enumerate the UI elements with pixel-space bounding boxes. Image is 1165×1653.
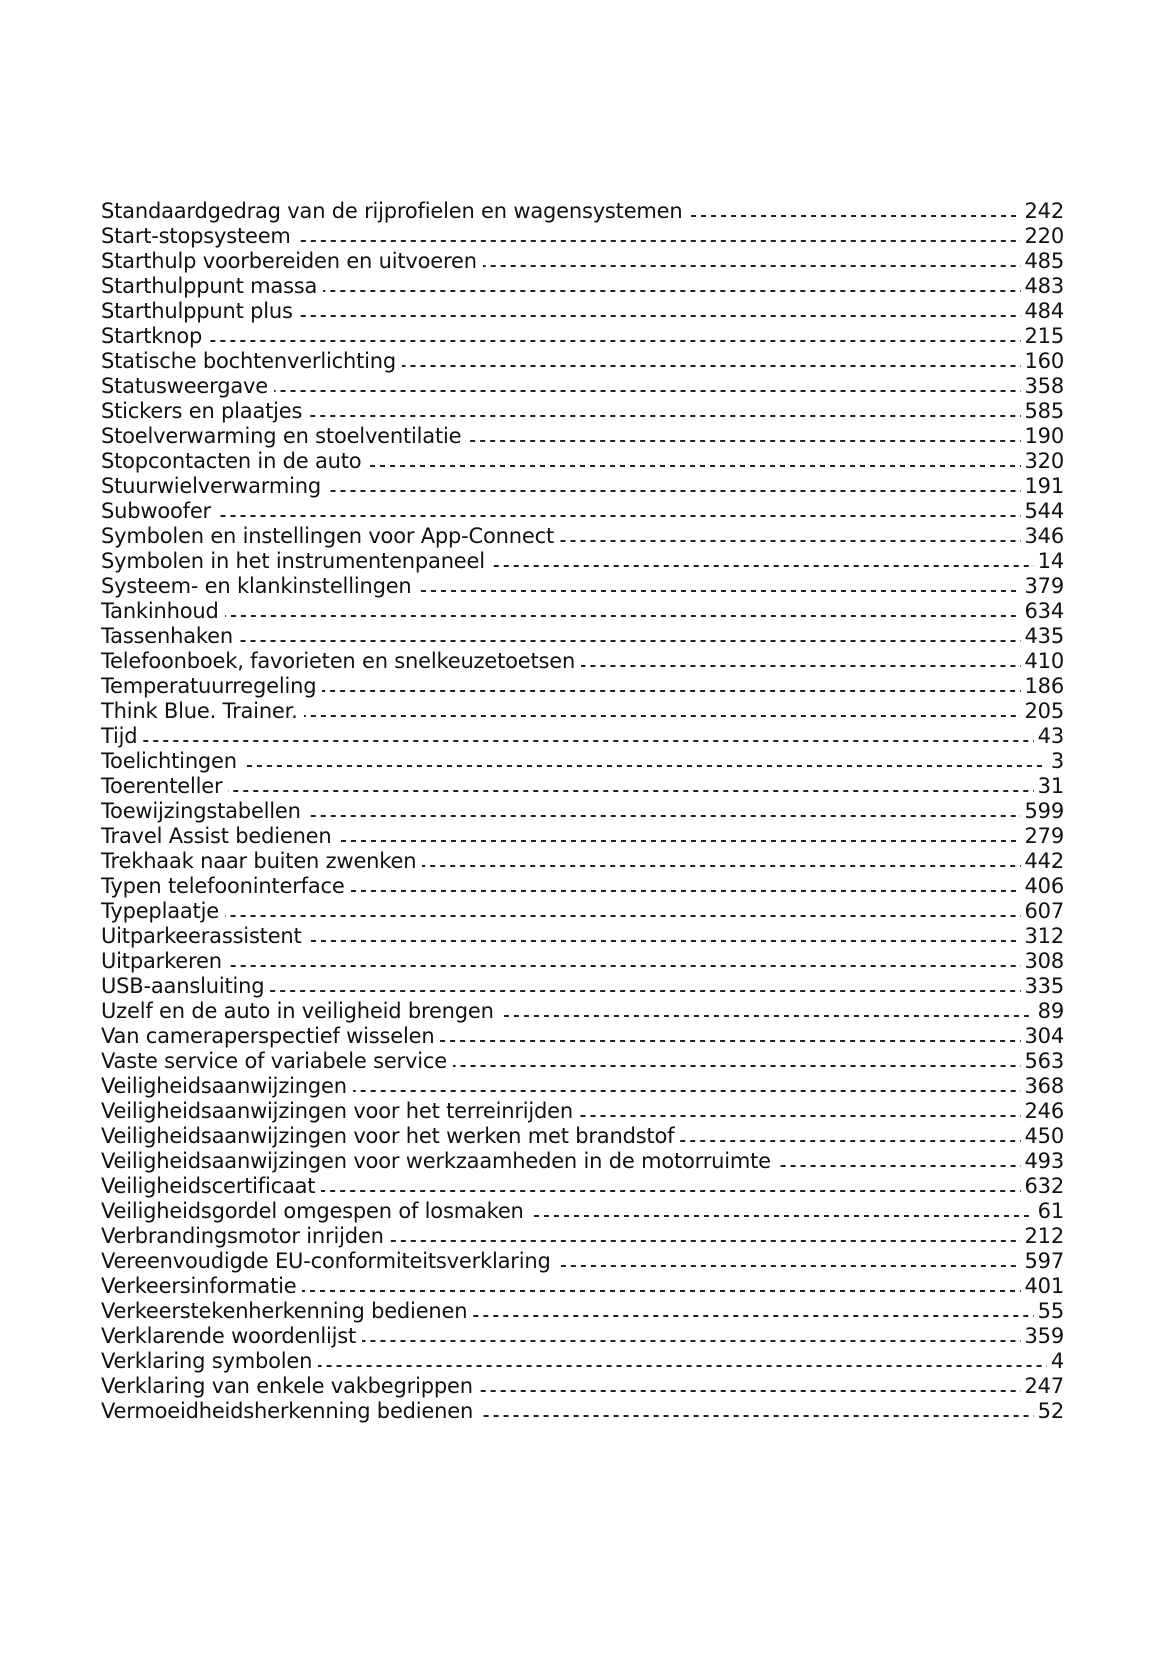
index-term: Verklarende woordenlijst [101, 1324, 357, 1348]
page-number: 442 [1024, 849, 1064, 873]
index-entry[interactable] [101, 774, 1064, 799]
page-number: 544 [1024, 499, 1064, 523]
index-term: Uitparkeren [101, 949, 222, 973]
page-number: 346 [1024, 524, 1064, 548]
dot-leader [491, 565, 1034, 567]
dot-leader [318, 1365, 1047, 1367]
dot-leader [422, 865, 1020, 867]
index-entry[interactable] [101, 824, 1064, 849]
dot-leader [143, 740, 1033, 742]
index-entry[interactable] [101, 1299, 1064, 1324]
page-number: 43 [1037, 724, 1064, 748]
page-number: 401 [1024, 1274, 1064, 1298]
index-term: Veiligheidsaanwijzingen voor werkzaamheden in de motorruimte [101, 1149, 771, 1173]
index-entry[interactable] [101, 799, 1064, 824]
index-term: Subwoofer [101, 499, 211, 523]
page-number: 304 [1024, 1024, 1064, 1048]
dot-leader [297, 240, 1021, 242]
dot-leader [530, 1215, 1034, 1217]
page-number: 247 [1024, 1374, 1064, 1398]
index-entry[interactable] [101, 549, 1064, 574]
index-term: Vereenvoudigde EU-conformiteitsverklaring [101, 1249, 551, 1273]
dot-leader [479, 1415, 1034, 1417]
index-list [101, 199, 1064, 1424]
dot-leader [321, 1190, 1020, 1192]
index-entry[interactable] [101, 1349, 1064, 1374]
index-entry[interactable] [101, 874, 1064, 899]
page-number: 31 [1037, 774, 1064, 798]
index-term: Statische bochtenverlichting [101, 349, 397, 373]
page-number: 246 [1024, 1099, 1064, 1123]
index-term: Trekhaak naar buiten zwenken [101, 849, 417, 873]
index-term: Stuurwielverwarming [101, 474, 322, 498]
dot-leader [217, 515, 1021, 517]
index-entry[interactable] [101, 424, 1064, 449]
index-term: Systeem- en klankinstellingen [101, 574, 412, 598]
index-term: Van cameraperspectief wisselen [101, 1024, 435, 1048]
index-entry[interactable] [101, 224, 1064, 249]
page-number: 585 [1024, 399, 1064, 423]
index-term: Verbrandingsmotor inrijden [101, 1224, 384, 1248]
page-number: 61 [1037, 1199, 1064, 1223]
index-term: Vaste service of variabele service [101, 1049, 447, 1073]
page-number: 359 [1024, 1324, 1064, 1348]
dot-leader [680, 1140, 1020, 1142]
index-term: Veiligheidsaanwijzingen voor het werken met brandstof [101, 1124, 675, 1148]
page-number: 483 [1024, 274, 1064, 298]
index-entry[interactable] [101, 749, 1064, 774]
dot-leader [225, 915, 1021, 917]
dot-leader [304, 715, 1021, 717]
dot-leader [557, 1265, 1021, 1267]
page-number: 379 [1024, 574, 1064, 598]
index-entry[interactable] [101, 1024, 1064, 1049]
dot-leader [777, 1165, 1021, 1167]
index-term: Starthulppunt massa [101, 274, 318, 298]
index-entry[interactable] [101, 949, 1064, 974]
page-number: 3 [1050, 749, 1064, 773]
index-entry[interactable] [101, 1074, 1064, 1099]
page-number: 335 [1024, 974, 1064, 998]
dot-leader [228, 965, 1021, 967]
index-entry[interactable] [101, 1324, 1064, 1349]
index-entry[interactable] [101, 374, 1064, 399]
dot-leader [689, 215, 1021, 217]
index-term: Tassenhaken [101, 624, 233, 648]
page-number: 368 [1024, 1074, 1064, 1098]
index-entry[interactable] [101, 924, 1064, 949]
index-entry[interactable] [101, 1124, 1064, 1149]
dot-leader [302, 1290, 1020, 1292]
index-term: Typeplaatje [101, 899, 219, 923]
page-number: 52 [1037, 1399, 1064, 1423]
index-entry[interactable] [101, 999, 1064, 1024]
index-entry[interactable] [101, 299, 1064, 324]
index-entry[interactable] [101, 1174, 1064, 1199]
page-number: 89 [1037, 999, 1064, 1023]
dot-leader [208, 340, 1020, 342]
page-number: 406 [1024, 874, 1064, 898]
index-term: Typen telefooninterface [101, 874, 345, 898]
dot-leader [500, 1015, 1034, 1017]
index-entry[interactable] [101, 524, 1064, 549]
index-entry[interactable] [101, 1049, 1064, 1074]
index-entry[interactable] [101, 324, 1064, 349]
page-number: 312 [1024, 924, 1064, 948]
index-entry[interactable] [101, 1399, 1064, 1424]
page-number: 358 [1024, 374, 1064, 398]
dot-leader [467, 440, 1020, 442]
index-term: Toelichtingen [101, 749, 237, 773]
index-term: Tijd [101, 724, 138, 748]
index-entry[interactable] [101, 1374, 1064, 1399]
page-number: 599 [1024, 799, 1064, 823]
index-entry[interactable] [101, 1249, 1064, 1274]
page-number: 563 [1024, 1049, 1064, 1073]
dot-leader [243, 765, 1047, 767]
page-number: 607 [1024, 899, 1064, 923]
index-term: Veiligheidscertificaat [101, 1174, 316, 1198]
page-number: 634 [1024, 599, 1064, 623]
dot-leader [402, 365, 1021, 367]
dot-leader [418, 590, 1021, 592]
page-number: 190 [1024, 424, 1064, 448]
index-term: Standaardgedrag van de rijprofielen en wagensystemen [101, 199, 683, 223]
index-term: Temperatuurregeling [101, 674, 317, 698]
page-number: 632 [1024, 1174, 1064, 1198]
index-term: Stoelverwarming en stoelventilatie [101, 424, 462, 448]
dot-leader [299, 315, 1021, 317]
dot-leader [323, 290, 1020, 292]
index-entry[interactable] [101, 474, 1064, 499]
page-number: 4 [1050, 1349, 1064, 1373]
page-number: 205 [1024, 699, 1064, 723]
index-entry[interactable] [101, 1274, 1064, 1299]
index-entry[interactable] [101, 974, 1064, 999]
index-entry[interactable] [101, 599, 1064, 624]
index-entry[interactable] [101, 199, 1064, 224]
index-term: Veiligheidsgordel omgespen of losmaken [101, 1199, 524, 1223]
index-term: Uitparkeerassistent [101, 924, 302, 948]
index-entry[interactable] [101, 574, 1064, 599]
page-number: 320 [1024, 449, 1064, 473]
dot-leader [367, 465, 1020, 467]
index-term: Vermoeidheidsherkenning bedienen [101, 1399, 474, 1423]
index-term: Startknop [101, 324, 203, 348]
dot-leader [307, 815, 1021, 817]
page-number: 410 [1024, 649, 1064, 673]
dot-leader [308, 415, 1020, 417]
index-entry[interactable] [101, 724, 1064, 749]
page-number: 484 [1024, 299, 1064, 323]
page-number: 493 [1024, 1149, 1064, 1173]
page-number: 212 [1024, 1224, 1064, 1248]
dot-leader [322, 690, 1020, 692]
index-term: Stickers en plaatjes [101, 399, 303, 423]
page-number: 191 [1024, 474, 1064, 498]
page-number: 485 [1024, 249, 1064, 273]
index-term: Statusweergave [101, 374, 268, 398]
dot-leader [579, 1115, 1021, 1117]
dot-leader [270, 990, 1020, 992]
index-entry[interactable] [101, 449, 1064, 474]
index-term: Think Blue. Trainer. [101, 699, 298, 723]
page-number: 242 [1024, 199, 1064, 223]
index-term: Verklaring van enkele vakbegrippen [101, 1374, 473, 1398]
dot-leader [479, 1390, 1021, 1392]
index-term: Verklaring symbolen [101, 1349, 313, 1373]
index-entry[interactable] [101, 349, 1064, 374]
index-entry[interactable] [101, 1199, 1064, 1224]
dot-leader [225, 615, 1021, 617]
index-entry[interactable] [101, 899, 1064, 924]
index-term: Verkeersinformatie [101, 1274, 297, 1298]
index-entry[interactable] [101, 274, 1064, 299]
index-term: Veiligheidsaanwijzingen [101, 1074, 347, 1098]
dot-leader [228, 790, 1033, 792]
page-number: 55 [1037, 1299, 1064, 1323]
dot-leader [308, 940, 1021, 942]
index-term: Start-stopsysteem [101, 224, 291, 248]
page-number: 160 [1024, 349, 1064, 373]
index-term: Verkeerstekenherkenning bedienen [101, 1299, 468, 1323]
page-number: 220 [1024, 224, 1064, 248]
index-entry[interactable] [101, 674, 1064, 699]
dot-leader [274, 390, 1021, 392]
page-number: 14 [1037, 549, 1064, 573]
index-term: Symbolen in het instrumentenpaneel [101, 549, 485, 573]
index-entry[interactable] [101, 249, 1064, 274]
page-number: 435 [1024, 624, 1064, 648]
index-term: Stopcontacten in de auto [101, 449, 362, 473]
index-entry[interactable] [101, 499, 1064, 524]
index-entry[interactable] [101, 699, 1064, 724]
dot-leader [440, 1040, 1020, 1042]
index-term: Toewijzingstabellen [101, 799, 301, 823]
index-entry[interactable] [101, 849, 1064, 874]
index-term: Starthulppunt plus [101, 299, 293, 323]
dot-leader [327, 490, 1021, 492]
page-number: 215 [1024, 324, 1064, 348]
page-number: 308 [1024, 949, 1064, 973]
dot-leader [239, 640, 1021, 642]
dot-leader [483, 265, 1021, 267]
dot-leader [560, 540, 1021, 542]
index-entry[interactable] [101, 1149, 1064, 1174]
index-entry[interactable] [101, 399, 1064, 424]
index-entry[interactable] [101, 1224, 1064, 1249]
dot-leader [390, 1240, 1021, 1242]
dot-leader [353, 1090, 1021, 1092]
page-number: 186 [1024, 674, 1064, 698]
page-number: 597 [1024, 1249, 1064, 1273]
page-number: 279 [1024, 824, 1064, 848]
index-term: Toerenteller [101, 774, 223, 798]
index-term: Telefoonboek, favorieten en snelkeuzetoetsen [101, 649, 576, 673]
index-term: USB-aansluiting [101, 974, 265, 998]
index-term: Symbolen en instellingen voor App-Connect [101, 524, 554, 548]
dot-leader [351, 890, 1021, 892]
dot-leader [362, 1340, 1020, 1342]
dot-leader [338, 840, 1021, 842]
dot-leader [473, 1315, 1033, 1317]
index-term: Starthulp voorbereiden en uitvoeren [101, 249, 477, 273]
index-entry[interactable] [101, 649, 1064, 674]
index-entry[interactable] [101, 1099, 1064, 1124]
dot-leader [453, 1065, 1021, 1067]
index-term: Uzelf en de auto in veiligheid brengen [101, 999, 494, 1023]
index-term: Tankinhoud [101, 599, 219, 623]
page-number: 450 [1024, 1124, 1064, 1148]
dot-leader [581, 665, 1020, 667]
index-term: Veiligheidsaanwijzingen voor het terreinrijden [101, 1099, 574, 1123]
index-term: Travel Assist bedienen [101, 824, 332, 848]
index-entry[interactable] [101, 624, 1064, 649]
